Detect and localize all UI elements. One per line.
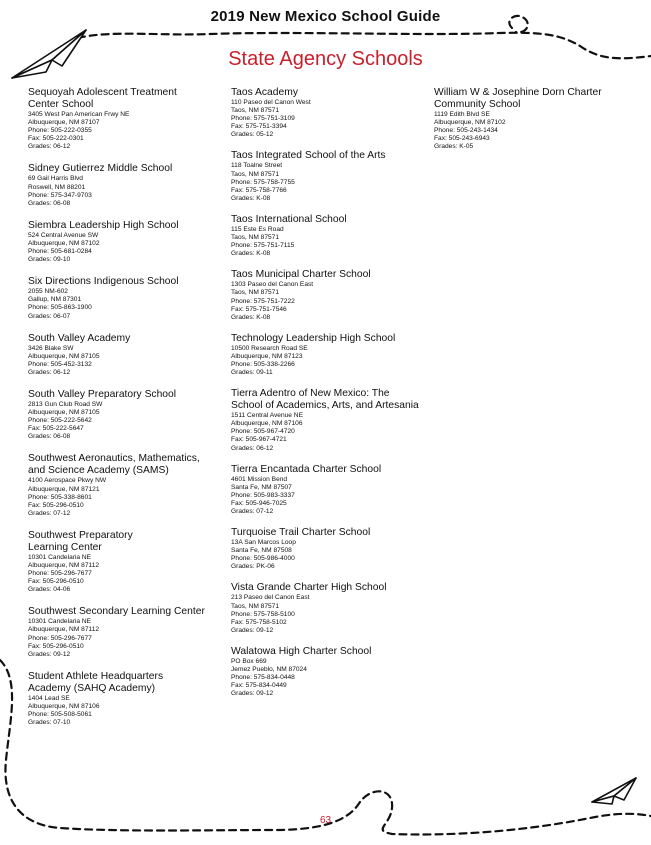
- school-detail-line: 1119 Edith Blvd SE: [434, 111, 490, 118]
- section-heading: State Agency Schools: [228, 48, 423, 70]
- school-detail-line: Albuquerque, NM 87107: [28, 119, 100, 127]
- school-detail-line: 4601 Mission Bend: [231, 475, 288, 483]
- school-name: Tierra Encantada Charter School: [231, 463, 382, 475]
- school-detail-line: Fax: 575-758-5102: [231, 618, 287, 626]
- school-detail-line: Phone: 505-243-1434: [434, 127, 498, 135]
- school-entry: [28, 453, 228, 517]
- school-detail-line: 10301 Candelaria NE: [28, 618, 92, 626]
- school-detail-line: Fax: 575-834-0449: [231, 682, 287, 690]
- school-detail-line: Grades: 04-06: [28, 586, 71, 594]
- school-entry: [28, 606, 228, 658]
- school-name: Walatowa High Charter School: [231, 645, 372, 657]
- school-entry: [28, 333, 228, 377]
- school-detail-line: Grades: PK-06: [231, 563, 275, 571]
- school-detail-line: Phone: 505-681-0284: [28, 248, 92, 256]
- school-detail-line: Phone: 575-347-9703: [28, 191, 92, 199]
- guide-title: 2019 New Mexico School Guide: [210, 8, 441, 25]
- school-detail-line: Taos, NM 87571: [231, 170, 280, 178]
- school-detail-line: Jemez Pueblo, NM 87024: [231, 666, 307, 674]
- school-entry: [28, 671, 228, 727]
- school-detail-line: Grades: 06-08: [28, 199, 71, 207]
- school-detail-line: 1404 Lead SE: [28, 694, 70, 702]
- school-detail-line: 10301 Candelaria NE: [28, 553, 92, 561]
- school-detail-line: Albuquerque, NM 87123: [231, 352, 303, 360]
- school-detail-line: Phone: 505-222-5642: [28, 417, 92, 425]
- school-detail-line: Fax: 505-222-5647: [28, 425, 84, 433]
- school-detail-line: Albuquerque, NM 87106: [231, 420, 303, 428]
- school-entry: [28, 163, 228, 207]
- school-detail-line: Santa Fe, NM 87507: [231, 483, 292, 491]
- school-name: Taos Academy: [231, 87, 298, 98]
- school-detail-line: Fax: 505-296-0510: [28, 578, 84, 586]
- school-detail-line: Phone: 505-452-3132: [28, 360, 92, 368]
- school-entry: [231, 527, 431, 571]
- school-detail-line: Fax: 505-967-4721: [231, 436, 287, 444]
- school-detail-line: Albuquerque, NM 87106: [28, 702, 100, 710]
- school-detail-line: Taos, NM 87571: [231, 602, 280, 610]
- page-number: 63: [319, 815, 332, 826]
- school-detail-line: Fax: 505-296-0510: [28, 501, 84, 509]
- school-detail-line: Grades: 07-12: [231, 508, 274, 515]
- school-detail-line: 4100 Aerospace Pkwy NW: [28, 477, 107, 485]
- school-name: Southwest Preparatory Learning Center: [28, 529, 133, 553]
- school-detail-line: Fax: 505-243-6943: [434, 135, 490, 143]
- school-detail-line: 1303 Paseo del Canon East: [231, 281, 314, 289]
- school-column-3: [434, 87, 639, 163]
- school-detail-line: 115 Este Es Road: [231, 225, 284, 233]
- school-entry: [231, 333, 431, 377]
- school-detail-line: Grades: 09-11: [231, 369, 273, 377]
- school-detail-line: Grades: K-08: [231, 194, 271, 202]
- school-detail-line: Albuquerque, NM 87105: [28, 409, 100, 417]
- school-name: Turquoise Trail Charter School: [231, 527, 371, 539]
- school-detail-line: Phone: 575-751-7222: [231, 297, 295, 305]
- school-entry: [231, 582, 431, 634]
- school-column-1: [28, 87, 228, 739]
- school-detail-line: Taos, NM 87571: [231, 234, 280, 242]
- school-detail-line: 69 Gail Harris Blvd: [28, 175, 83, 183]
- school-detail-line: 13A San Marcos Loop: [231, 539, 296, 547]
- school-detail-line: Grades: 09-10: [28, 256, 71, 264]
- school-detail-line: Phone: 505-296-7677: [28, 634, 92, 642]
- school-detail-line: Phone: 575-834-0448: [231, 674, 295, 682]
- school-detail-line: Phone: 575-758-7755: [231, 178, 295, 186]
- school-detail-line: Grades: K-05: [434, 143, 474, 151]
- school-name: Student Athlete Headquarters Academy (SAHQ Academy): [28, 670, 164, 694]
- school-name: Taos Municipal Charter School: [231, 269, 371, 281]
- school-detail-line: 3405 West Pan American Frwy NE: [28, 111, 130, 118]
- school-detail-line: Grades: 06-12: [28, 368, 71, 376]
- school-detail-line: Phone: 505-338-8601: [28, 493, 92, 501]
- school-detail-line: Albuquerque, NM 87121: [28, 485, 100, 493]
- school-detail-line: Phone: 505-967-4720: [231, 428, 295, 436]
- school-name: Six Directions Indigenous School: [28, 276, 179, 288]
- school-detail-line: Grades: 06-08: [28, 433, 71, 441]
- school-name: Southwest Aeronautics, Mathematics, and Science Academy (SAMS): [28, 453, 200, 477]
- school-name: Technology Leadership High School: [231, 332, 396, 344]
- school-name: Taos Integrated School of the Arts: [231, 150, 386, 162]
- school-detail-line: Fax: 505-296-0510: [28, 642, 84, 650]
- school-detail-line: 1511 Central Avenue NE: [231, 412, 303, 420]
- school-name: Siembra Leadership High School: [28, 219, 179, 231]
- school-detail-line: 10500 Research Road SE: [231, 344, 308, 352]
- school-detail-line: Grades: 05-12: [231, 131, 274, 139]
- school-name: Sequoyah Adolescent Treatment Center School: [28, 87, 177, 110]
- school-detail-line: Fax: 575-751-7546: [231, 305, 287, 313]
- school-detail-line: 118 Toalne Street: [231, 162, 283, 170]
- school-detail-line: Taos, NM 87571: [231, 289, 280, 297]
- school-detail-line: Grades: 06-07: [28, 312, 71, 320]
- school-detail-line: Fax: 505-946-7025: [231, 499, 287, 507]
- school-detail-line: Grades: 09-12: [231, 690, 274, 698]
- school-entry: [28, 530, 228, 594]
- school-name: Sidney Gutierrez Middle School: [28, 163, 173, 175]
- school-detail-line: Grades: 07-10: [28, 719, 71, 727]
- school-entry: [231, 150, 431, 202]
- paper-airplane-bottom-right-icon: [592, 778, 636, 804]
- school-entry: [28, 389, 228, 441]
- school-detail-line: Albuquerque, NM 87112: [28, 626, 99, 634]
- school-detail-line: 3426 Blake SW: [28, 344, 74, 352]
- school-detail-line: Phone: 575-751-3109: [231, 115, 295, 123]
- school-entry: [28, 220, 228, 264]
- school-detail-line: Fax: 575-751-3394: [231, 123, 287, 131]
- school-entry: [231, 269, 431, 321]
- school-entry: [231, 388, 431, 452]
- school-entry: [231, 646, 431, 698]
- school-detail-line: Grades: 09-12: [231, 626, 274, 634]
- school-name: Southwest Secondary Learning Center: [28, 606, 205, 618]
- school-entry: [231, 464, 431, 516]
- school-detail-line: 524 Central Avenue SW: [28, 231, 99, 239]
- school-entry: [28, 87, 228, 151]
- school-entry: [231, 87, 431, 139]
- school-detail-line: Fax: 505-222-0301: [28, 135, 84, 143]
- school-detail-line: Albuquerque, NM 87112: [28, 562, 99, 569]
- school-detail-line: Phone: 505-338-2266: [231, 360, 295, 368]
- school-detail-line: Phone: 575-751-7115: [231, 242, 295, 250]
- school-detail-line: Phone: 505-222-0355: [28, 127, 92, 135]
- school-detail-line: Phone: 505-863-1900: [28, 304, 92, 312]
- school-detail-line: Grades: K-08: [231, 250, 271, 258]
- school-detail-line: Phone: 505-508-5061: [28, 711, 92, 719]
- school-detail-line: Albuquerque, NM 87102: [434, 119, 506, 127]
- school-detail-line: PO Box 669: [231, 657, 267, 665]
- school-detail-line: 2813 Gun Club Road SW: [28, 400, 103, 408]
- school-detail-line: Santa Fe, NM 87508: [231, 547, 292, 555]
- school-name: Tierra Adentro of New Mexico: The School of Academics, Arts, and Artesania: [231, 388, 419, 412]
- school-detail-line: Phone: 575-758-5100: [231, 610, 295, 618]
- school-detail-line: 110 Paseo del Canon West: [231, 99, 311, 106]
- school-detail-line: Grades: K-08: [231, 313, 271, 321]
- school-entry: [434, 87, 639, 151]
- school-name: Taos International School: [231, 213, 347, 225]
- school-detail-line: Albuquerque, NM 87102: [28, 239, 100, 247]
- school-detail-line: Grades: 06-12: [231, 444, 274, 452]
- school-name: South Valley Preparatory School: [28, 388, 177, 400]
- school-detail-line: Grades: 07-12: [28, 509, 71, 517]
- school-name: Vista Grande Charter High School: [231, 582, 387, 594]
- school-column-2: [231, 87, 431, 709]
- school-detail-line: Phone: 505-986-4000: [231, 555, 295, 563]
- school-detail-line: Fax: 575-758-7766: [231, 186, 287, 194]
- school-detail-line: Grades: 06-12: [28, 143, 71, 151]
- school-name: William W & Josephine Dorn Charter Community School: [434, 87, 602, 110]
- school-detail-line: Phone: 505-983-3337: [231, 491, 295, 499]
- school-detail-line: Roswell, NM 88201: [28, 183, 86, 191]
- school-detail-line: Taos, NM 87571: [231, 107, 280, 115]
- school-detail-line: Grades: 09-12: [28, 650, 71, 658]
- school-name: South Valley Academy: [28, 332, 131, 344]
- school-detail-line: 2055 NM-602: [28, 288, 68, 296]
- school-detail-line: Phone: 505-296-7677: [28, 570, 92, 578]
- school-entry: [28, 276, 228, 320]
- school-entry: [231, 214, 431, 258]
- school-detail-line: 213 Paseo del Canon East: [231, 594, 310, 602]
- school-detail-line: Albuquerque, NM 87105: [28, 352, 100, 360]
- school-detail-line: Gallup, NM 87301: [28, 296, 82, 304]
